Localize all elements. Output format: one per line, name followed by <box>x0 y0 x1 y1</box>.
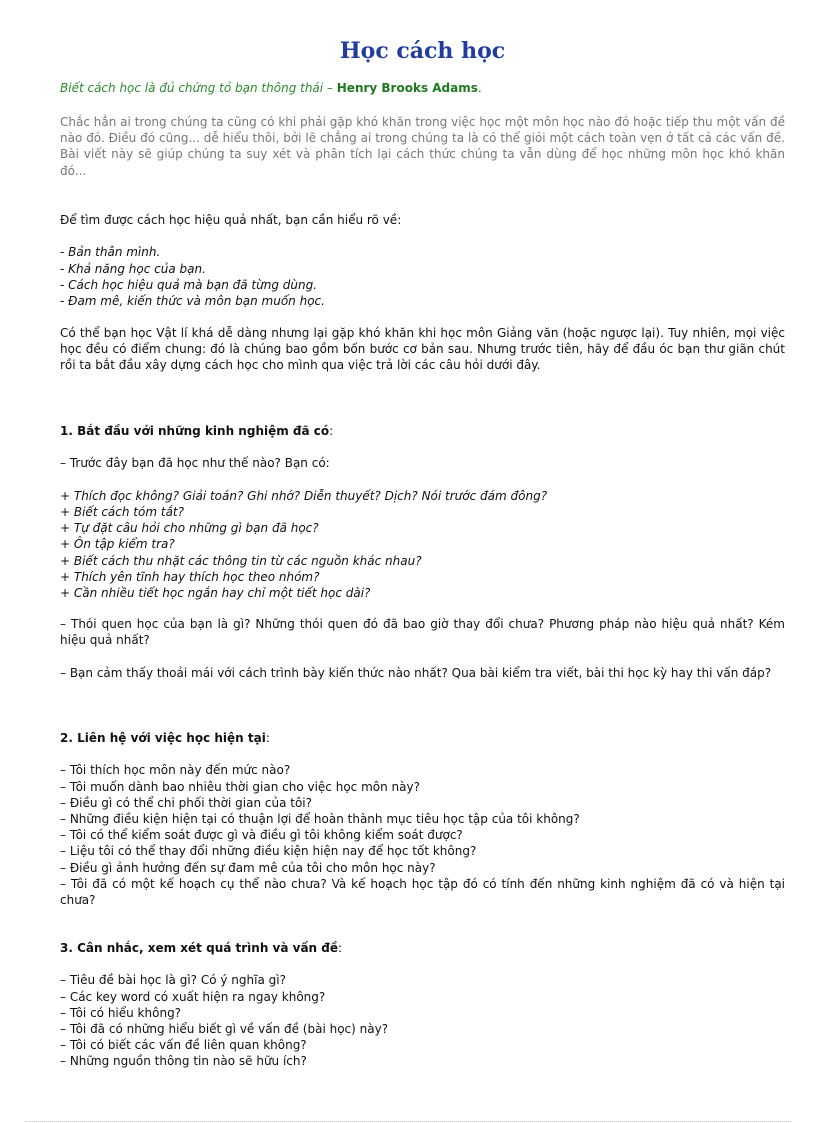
list-item: - Khả năng học của bạn. <box>60 261 206 276</box>
list-item: + Thích đọc không? Giải toán? Ghi nhớ? Diễn thuyết? Dịch? Nói trước đám đông? <box>60 488 548 503</box>
section-1-question: – Trước đây bạn đã học như thế nào? Bạn có: <box>60 456 330 471</box>
list-item: + Ôn tập kiểm tra? <box>60 537 175 552</box>
list-item: – Tôi đã có những hiểu biết gì về vấn đề (bài học) này? <box>60 1021 389 1036</box>
list-item: - Cách học hiệu quả mà bạn đã từng dùng. <box>60 277 318 292</box>
section-1-colon: : <box>329 424 334 438</box>
section-2-heading: 2. Liên hệ với việc học hiện tại <box>60 731 266 745</box>
steps-intro-paragraph: Có thể bạn học Vật lí khá dễ dàng nhưng lại gặp khó khăn khi học môn Giảng văn (hoặc ngược lại). Tuy nhiên, mọi việc học đều có điểm chung: đó là chúng bao gồm bốn bước cơ bản sau. Nhưng trước tiên, hãy để đầu óc bạn thư giãn chút rồi ta bắt đầu xây dựng cách học cho mình qua việc trả lời các câu hỏi dưới đây. <box>60 326 785 373</box>
list-item: – Điều gì ảnh hưởng đến sự đam mê của tôi cho môn học này? <box>60 860 436 875</box>
list-item: – Tôi có thể kiểm soát được gì và điều gì tôi không kiểm soát được? <box>60 828 463 843</box>
list-item: – Điều gì có thể chi phối thời gian của tôi? <box>60 795 312 810</box>
list-item: - Đam mê, kiến thức và môn bạn muốn học. <box>60 293 325 308</box>
section-1-paragraph: – Thói quen học của bạn là gì? Những thói quen đó đã bao giờ thay đổi chưa? Phương pháp nào hiệu quả nhất? Kém hiệu quả nhất? <box>60 617 785 648</box>
list-item: + Biết cách thu nhặt các thông tin từ các nguồn khác nhau? <box>60 553 422 568</box>
section-3-heading: 3. Cân nhắc, xem xét quá trình và vấn đề <box>60 941 339 955</box>
section-1-heading: 1. Bắt đầu với những kinh nghiệm đã có <box>60 424 330 438</box>
list-item: – Liệu tôi có thể thay đổi những điều kiện hiện nay để học tốt không? <box>60 844 477 859</box>
intro-paragraph: Chắc hẳn ai trong chúng ta cũng có khi phải gặp khó khăn trong việc học một môn học nào đó hoặc tiếp thu một vấn đề nào đó. Điều đó cũng... dễ hiểu thôi, bởi lẽ chẳng ai trong chúng ta là có thể giỏi một cách toàn vẹn ở tất cả các vấn đề. Bài viết này sẽ giúp chúng ta suy xét và phân tích lại cách thức chúng ta vẫn dùng để học những môn học khó khăn đó... <box>60 115 785 178</box>
list-item: – Tôi thích học môn này đến mức nào? <box>60 763 291 778</box>
list-item: - Bản thân mình. <box>60 245 161 260</box>
page-bottom-divider <box>25 1121 791 1122</box>
section-2 <box>60 730 785 876</box>
list-item: – Tôi muốn dành bao nhiêu thời gian cho việc học môn này? <box>60 779 420 794</box>
section-3 <box>60 940 785 1070</box>
list-item: + Biết cách tóm tắt? <box>60 504 184 519</box>
list-item: – Những điều kiện hiện tại có thuận lợi để hoàn thành mục tiêu học tập của tôi không? <box>60 811 580 826</box>
section-2-paragraph: – Tôi đã có một kế hoạch cụ thể nào chưa? Và kế hoạch học tập đó có tính đến những kinh nghiệm đã có và hiện tại chưa? <box>60 877 785 908</box>
list-item: – Tôi có hiểu không? <box>60 1005 182 1020</box>
section-1 <box>60 423 785 601</box>
list-item: – Tôi có biết các vấn đề liên quan không? <box>60 1038 307 1053</box>
quote-text: Biết cách học là đủ chứng tỏ bạn thông thái – <box>60 81 333 95</box>
quote-author: Henry Brooks Adams <box>336 81 478 95</box>
list-item: + Tự đặt câu hỏi cho những gì bạn đã học? <box>60 521 319 536</box>
list-item: – Các key word có xuất hiện ra ngay không? <box>60 989 326 1004</box>
page-title: Học cách học <box>339 38 506 64</box>
list-item: – Những nguồn thông tin nào sẽ hữu ích? <box>60 1054 307 1069</box>
section-2-colon: : <box>265 731 270 745</box>
list-item: + Thích yên tĩnh hay thích học theo nhóm? <box>60 569 320 584</box>
list-item: + Cần nhiều tiết học ngắn hay chỉ một tiết học dài? <box>60 585 371 600</box>
list-item: – Tiêu đề bài học là gì? Có ý nghĩa gì? <box>60 973 286 988</box>
understand-section <box>60 212 785 309</box>
quote-end: . <box>477 81 482 95</box>
section-3-colon: : <box>338 941 343 955</box>
understand-lead: Để tìm được cách học hiệu quả nhất, bạn cần hiểu rõ về: <box>60 213 402 227</box>
epigraph-quote <box>60 81 482 95</box>
section-1-paragraph: – Bạn cảm thấy thoải mái với cách trình bày kiến thức nào nhất? Qua bài kiểm tra viết, bài thi học kỳ hay thi vấn đáp? <box>60 666 772 680</box>
